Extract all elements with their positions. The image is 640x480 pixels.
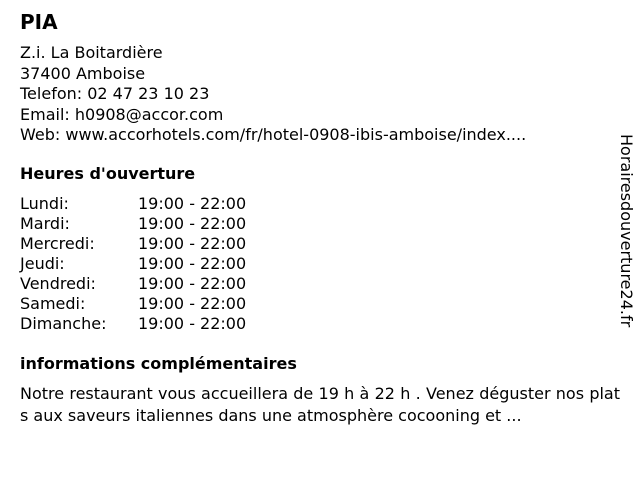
address-block bbox=[20, 43, 590, 146]
additional-info-text: Notre restaurant vous accueillera de 19 h à 22 h . Venez déguster nos plats aux saveurs italiennes dans une atmosphère cocooning et ... bbox=[20, 384, 620, 425]
street-address: Z.i. La Boitardière bbox=[20, 43, 163, 62]
hours-row-sunday bbox=[20, 314, 246, 334]
page-title: PIA bbox=[20, 10, 58, 34]
web-line: Web: www.accorhotels.com/fr/hotel-0908-ibis-amboise/index.... bbox=[20, 125, 527, 144]
day-label: Dimanche: bbox=[20, 314, 107, 333]
opening-hours-table bbox=[20, 194, 246, 334]
time-range: 19:00 - 22:00 bbox=[138, 214, 247, 233]
hours-row-thursday bbox=[20, 254, 246, 274]
time-range: 19:00 - 22:00 bbox=[138, 234, 247, 253]
side-brand-watermark bbox=[612, 134, 640, 374]
time-range: 19:00 - 22:00 bbox=[138, 254, 247, 273]
phone-line: Telefon: 02 47 23 10 23 bbox=[20, 84, 210, 103]
side-brand-text: Horairesdouverture24.fr bbox=[617, 134, 636, 328]
time-range: 19:00 - 22:00 bbox=[138, 194, 247, 213]
additional-info-heading: informations complémentaires bbox=[20, 354, 297, 373]
day-label: Lundi: bbox=[20, 194, 69, 213]
day-label: Mercredi: bbox=[20, 234, 95, 253]
email-line: Email: h0908@accor.com bbox=[20, 104, 224, 124]
day-label: Jeudi: bbox=[20, 254, 65, 273]
hours-row-friday bbox=[20, 274, 246, 294]
day-label: Vendredi: bbox=[20, 274, 96, 293]
time-range: 19:00 - 22:00 bbox=[138, 294, 247, 313]
day-label: Mardi: bbox=[20, 214, 70, 233]
hours-row-saturday bbox=[20, 294, 246, 314]
time-range: 19:00 - 22:00 bbox=[138, 314, 247, 333]
opening-hours-heading: Heures d'ouverture bbox=[20, 164, 196, 183]
hours-row-monday bbox=[20, 194, 246, 214]
time-range: 19:00 - 22:00 bbox=[138, 274, 247, 293]
hours-row-wednesday bbox=[20, 234, 246, 254]
day-label: Samedi: bbox=[20, 294, 86, 313]
city-address: 37400 Amboise bbox=[20, 63, 146, 83]
hours-row-tuesday bbox=[20, 214, 246, 234]
